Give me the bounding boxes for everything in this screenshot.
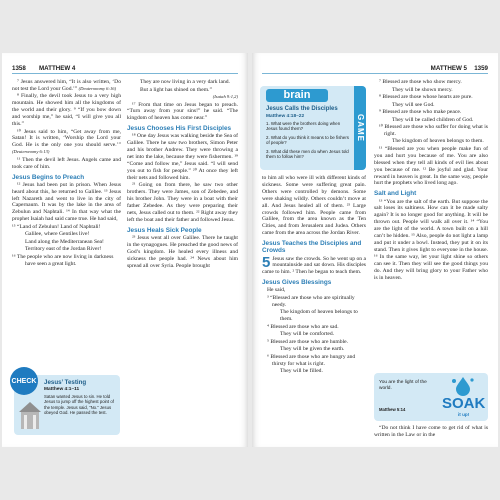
- poem-line: Territory east of the Jordan River!: [25, 246, 102, 253]
- game-questions: [266, 121, 352, 159]
- verse-paragraph: ²³ Jesus went all over Galilee. There he taught in the synagogues. He preached the good news of God’s kingdom. He healed every illness and sickness the people had. ²⁴ News about him spread all over Syria. People brought: [127, 235, 238, 269]
- book-chapter-header: MATTHEW 4: [36, 65, 78, 72]
- verse-paragraph: ¹⁰ Jesus said to him, “Get away from me, Satan! It is written, ‘Worship the Lord your God. He is the only one you should serve.’” (Deuteronomy 6:13): [12, 128, 121, 155]
- verse-paragraph: He said,: [267, 287, 286, 294]
- beatitude-line: They will be filled.: [280, 368, 323, 375]
- soak-tagline: it up!: [458, 412, 470, 417]
- beatitude-line: ⁹ Blessed are those who make peace.: [379, 109, 462, 115]
- verse-paragraph: ¹⁷ From that time on Jesus began to preach. “Turn away from your sins!” he said. “The kingdom of heaven has come near.”: [127, 101, 238, 122]
- poem-line: Land along the Mediterranean Sea!: [25, 238, 104, 245]
- poem-line: But a light has shined on them.”: [140, 86, 212, 93]
- water-splash-icon: [450, 375, 476, 397]
- poem-line: ¹⁵ “Land of Zebulun! Land of Naphtali!: [12, 223, 101, 230]
- citation: (Deuteronomy 6:13): [12, 149, 50, 155]
- left-column-2: [127, 79, 238, 270]
- left-page: [2, 53, 248, 447]
- brain-game-logo: brain: [266, 89, 328, 102]
- beatitude-line: They will be called children of God.: [392, 116, 474, 123]
- check-badge: CHECK: [10, 367, 38, 395]
- game-question: 3. What did these men do when Jesus told them to follow him?: [266, 148, 349, 160]
- verse-paragraph: ⁷ Jesus answered him, “It is also written, ‘Do not test the Lord your God.’” (Deuteronomy 6:16): [12, 79, 121, 92]
- header-rule: [12, 73, 238, 74]
- verse-paragraph: ¹² Jesus had been put in prison. When Jesus heard about this, he returned to Galilee. ¹³ Jesus left Nazareth and went to live in the city of Capernaum. It was by the lake in the area of Zebulun and Naphtali. ¹⁴ In that way what the prophet Isaiah had said came true. He had said,: [12, 181, 121, 223]
- poem-line: Galilee, where Gentiles live!: [25, 231, 90, 238]
- verse-paragraph: 5 Jesus saw the crowds. So he went up on a mountainside and sat down. His disciples came to him. ² Then he began to teach them.: [262, 253, 366, 276]
- right-column-2: [374, 79, 488, 282]
- section-heading: Salt and Light: [374, 190, 417, 198]
- game-reference: Matthew 4:18–22: [266, 114, 305, 119]
- section-heading: Jesus Begins to Preach: [12, 173, 85, 181]
- beatitude-line: ⁵ Blessed are those who are humble.: [267, 338, 349, 345]
- beatitude-line: The kingdom of heaven belongs to them.: [392, 138, 484, 145]
- beatitude-line: The kingdom of heaven belongs to them.: [280, 309, 358, 323]
- game-side-label: GAME: [354, 86, 366, 170]
- beatitude-line: They will be comforted.: [280, 331, 335, 338]
- check-title: Jesus’ Testing: [44, 379, 87, 386]
- page-number: 1358: [12, 65, 26, 72]
- verse-paragraph: to him all who were ill with different kinds of sickness. Some were suffering great pain. Others were controlled by demons. Some were shaking wildly. Others couldn’t move at all. And Jesus healed all of them. ²⁵ Large crowds followed him. People came from Galilee, from the area known as the Ten Cities, and from Jerusalem and Judea. Others came from the area across the Jordan River.: [262, 175, 366, 237]
- verse-paragraph: ¹¹ “Blessed are you when people make fun of you and hurt you because of me. You are also blessed when they tell all kinds of evil lies about you because of me. ¹² Be joyful and glad. Your reward in heaven is great. In the same way, people hurt the prophets who lived long ago.: [374, 145, 488, 187]
- beatitude-line: ⁴ Blessed are those who are sad.: [267, 323, 339, 330]
- left-page-header: [12, 65, 238, 74]
- right-page: [252, 53, 498, 447]
- game-question: 1. What were the brothers doing when Jesus found them?: [266, 121, 341, 132]
- chapter-number: 5: [262, 253, 271, 271]
- beatitude-line: ⁶ Blessed are those who are hungry and thirsty for what is right.: [267, 353, 356, 367]
- page-number: 1359: [474, 65, 488, 72]
- verse-paragraph: ¹¹ Then the devil left Jesus. Angels came and took care of him.: [12, 156, 121, 170]
- beatitude-line: ³ “Blessed are those who are spiritually needy.: [267, 294, 355, 308]
- check-text: Satan wanted Jesus to sin. He told Jesus to jump off the highest point of the temple. Jesus said, “No.” Jesus obeyed God. He passed the test.: [44, 394, 114, 416]
- verse-paragraph: ⁸ Finally, the devil took Jesus to a very high mountain. He showed him all the kingdoms of the world and their glory. ⁹ “If you bow down and worship me,” he said, “I will give you all this.”: [12, 93, 121, 128]
- verse-paragraph: ¹⁸ One day Jesus was walking beside the Sea of Galilee. There he saw two brothers, Simon Peter and his brother Andrew. They were throwing a net into the lake, because they were fishermen. ¹⁹ “Come and follow me,” Jesus said. “I will send you out to fish for people.” ²⁰ At once they left their nets and followed him.: [127, 133, 238, 181]
- section-heading: Jesus Chooses His First Disciples: [127, 125, 232, 133]
- verse-paragraph: ²¹ Going on from there, he saw two other brothers. They were James, son of Zebedee, and his brother John. They were in a boat with their father Zebedee. As they were preparing their nets, Jesus called out to them. ²² Right away they left the boat and their father and followed Jesus.: [127, 182, 238, 223]
- right-column-1: [262, 175, 366, 376]
- right-page-header: [262, 65, 488, 74]
- beatitude-line: ⁸ Blessed are those whose hearts are pure.: [379, 94, 473, 100]
- game-question: 2. What do you think it means to be fishers of people?: [266, 134, 349, 146]
- poem-line: have seen a great light.: [25, 261, 77, 268]
- section-heading: Jesus Teaches the Disciples and Crowds: [262, 240, 362, 255]
- check-feature-box: [11, 375, 120, 435]
- citation: (Deuteronomy 6:16): [78, 85, 117, 91]
- verse-paragraph: ¹³ “You are the salt of the earth. But suppose the salt loses its saltiness. How can it be made salty again? It is no longer good for anything. It will be thrown out. People will walk all over it. ¹⁴ “You are the light of the world. A town built on a hill can’t be hidden. ¹⁵ Also, people do not light a lamp and put it under a bowl. Instead, they put it on its stand. Then it gives light to everyone in the house. ¹⁶ In the same way, let your light shine so others can see it. Then they will see the good things you do. And they will bring glory to your Father who is in heaven.: [374, 198, 488, 281]
- brain-game-box: [260, 86, 366, 170]
- book-chapter-header: MATTHEW 5: [428, 65, 470, 72]
- poem-line: ¹⁶ The people who are now living in darkness: [12, 253, 114, 260]
- beatitude-line: They will be shown mercy.: [392, 86, 453, 93]
- soak-reference: Matthew 5:14: [379, 407, 406, 412]
- header-rule: [262, 73, 488, 74]
- open-bible-spread: [2, 53, 498, 447]
- beatitude-line: They will be given the earth.: [280, 346, 345, 353]
- beatitude-line: ¹⁰ Blessed are those who suffer for doing what is right.: [379, 124, 488, 137]
- verse-paragraph: “Do not think I have come to get rid of what is written in the Law or in the: [374, 425, 488, 438]
- soak-logo: SOAK: [442, 395, 486, 412]
- citation: (Isaiah 9:1,2): [212, 94, 238, 99]
- beatitude-line: They will see God.: [392, 101, 435, 108]
- poem-line: They are now living in a very dark land.: [140, 79, 230, 85]
- soak-feature-box: [374, 373, 488, 421]
- game-title: Jesus Calls the Disciples: [266, 106, 338, 112]
- left-column-1: [12, 79, 121, 269]
- temple-illustration-icon: [18, 399, 42, 431]
- soak-verse: You are the light of the world.: [379, 380, 427, 391]
- right-column-2-continued: [374, 425, 488, 439]
- beatitude-line: ⁷ Blessed are those who show mercy.: [379, 79, 462, 85]
- section-heading: Jesus Gives Blessings: [262, 279, 332, 287]
- check-reference: Matthew 4:1–11: [44, 387, 80, 392]
- section-heading: Jesus Heals Sick People: [127, 226, 202, 234]
